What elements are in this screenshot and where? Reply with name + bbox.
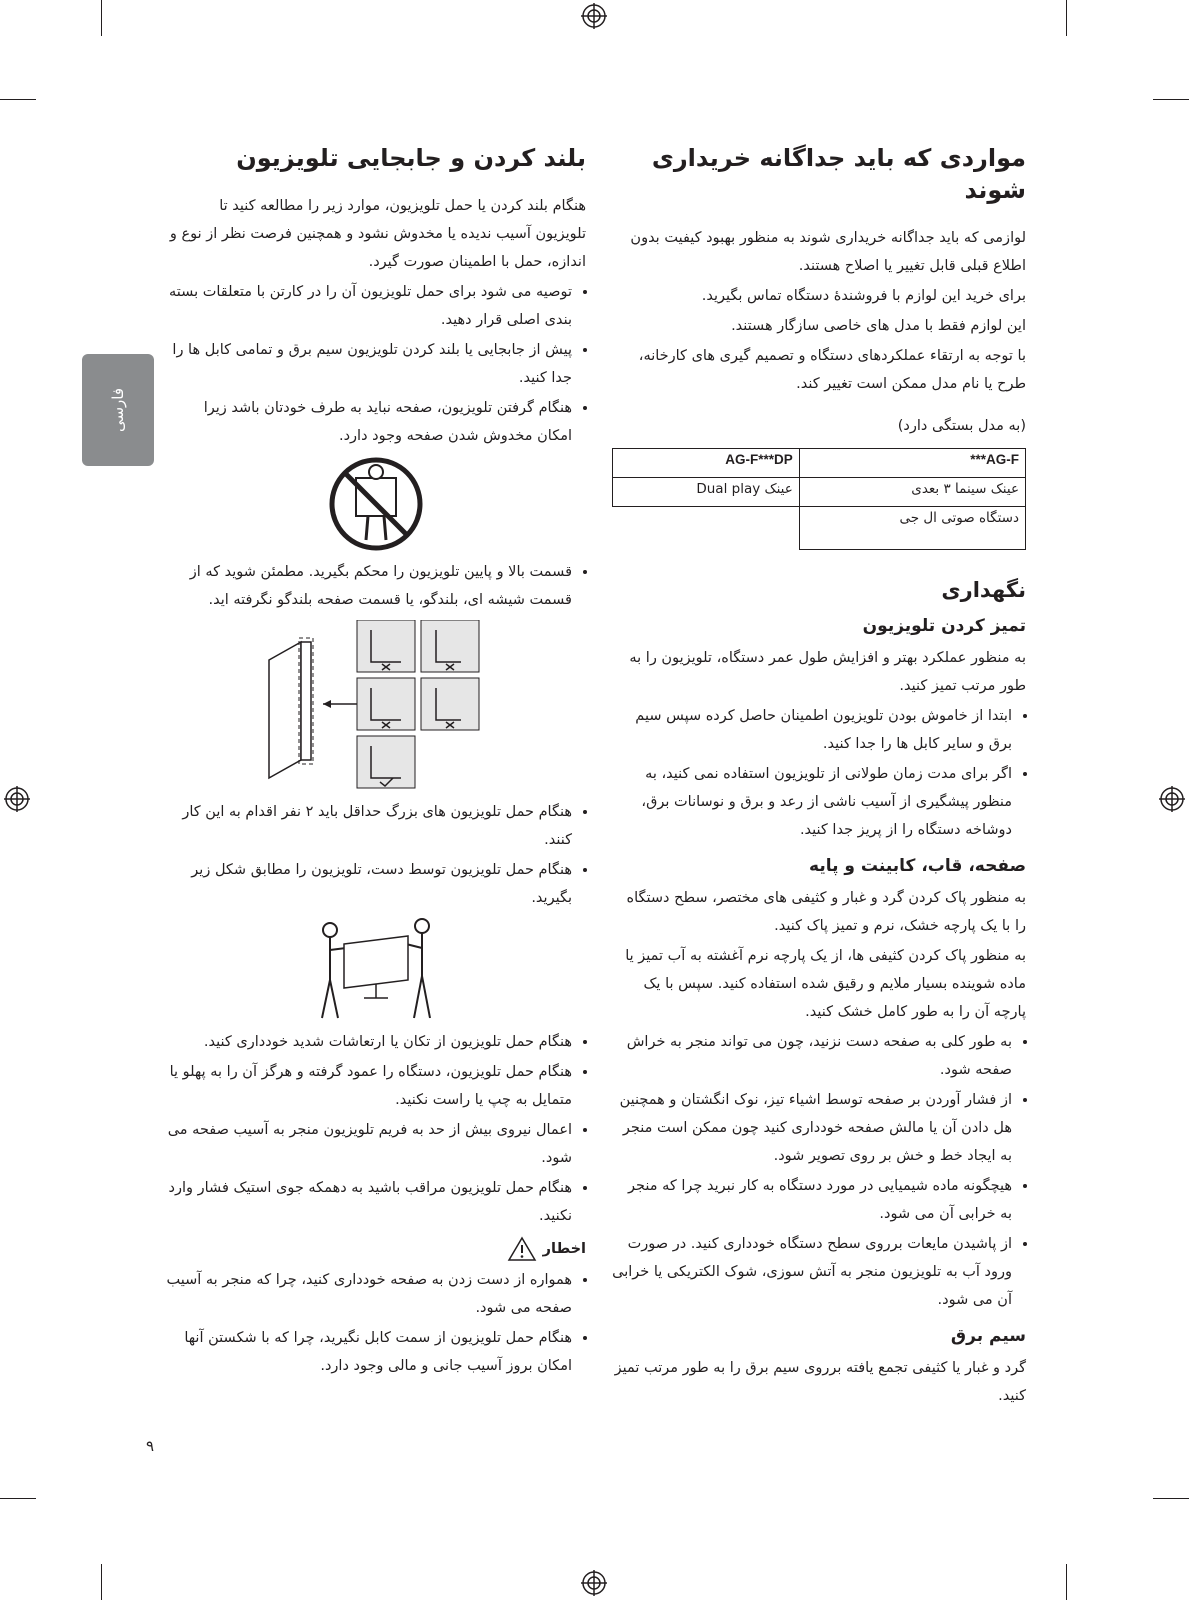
table-cell: عینک Dual play bbox=[613, 478, 800, 507]
language-side-tab bbox=[82, 354, 154, 466]
crop-mark bbox=[101, 1564, 102, 1600]
crop-mark bbox=[1066, 0, 1067, 36]
list-item: • توصیه می شود برای حمل تلویزیون آن را در کارتن با متعلقات بسته بندی اصلی قرار دهید. bbox=[166, 278, 572, 334]
list-item: • هنگام حمل تلویزیون، دستگاه را عمود گرفته و هرگز آن را به پهلو یا متمایل به چپ یا راست نکنید. bbox=[166, 1058, 572, 1114]
screen-paragraph: به منظور پاک کردن کثیفی ها، از یک پارچه نرم آغشته به آب تمیز یا ماده شوینده بسیار ملایم و رقیق شده استفاده کنید. سپس با یک پارچه آن را به طور کامل خشک کنید. bbox=[625, 948, 1026, 1020]
list-item: • ابتدا از خاموش بودن تلویزیون اطمینان حاصل کرده سپس سیم برق و سایر کابل ها را جدا کنید. bbox=[612, 702, 1012, 758]
list-item: • پیش از جابجایی یا بلند کردن تلویزیون سیم برق و تمامی کابل ها را جدا کنید. bbox=[166, 336, 572, 392]
crop-mark bbox=[0, 99, 36, 100]
list-item: • اگر برای مدت زمان طولانی از تلویزیون استفاده نمی کنید، به منظور پیشگیری از آسیب ناشی از رعد و برق و نوسانات برق، دوشاخه دستگاه را از پریز جدا کنید. bbox=[612, 760, 1012, 844]
cleaning-tv-list bbox=[612, 702, 1026, 844]
no-screen-facing-illustration bbox=[328, 456, 424, 552]
registration-mark-icon bbox=[1159, 786, 1185, 812]
right-column bbox=[612, 142, 1026, 1412]
table-cell-empty bbox=[613, 507, 800, 550]
list-item: • اعمال نیروی بیش از حد به فریم تلویزیون منجر به آسیب صفحه می شود. bbox=[166, 1116, 572, 1172]
intro-paragraph: لوازمی که باید جداگانه خریداری شوند به منظور بهبود کیفیت بدون اطلاع قبلی قابل تغییر یا اصلاح هستند. bbox=[630, 230, 1026, 274]
screen-list bbox=[612, 1028, 1026, 1314]
lifting-list-b bbox=[166, 558, 586, 614]
crop-mark bbox=[1066, 1564, 1067, 1600]
optional-accessories-title: مواردی که باید جداگانه خریداری شوند bbox=[651, 144, 1026, 204]
table-header: AG-F*** bbox=[799, 449, 1025, 478]
lifting-moving-title: بلند کردن و جابجایی تلویزیون bbox=[236, 144, 586, 172]
intro-paragraph: با توجه به ارتقاء عملکردهای دستگاه و تصمیم گیری های کارخانه، طرح یا نام مدل ممکن است تغییر کند. bbox=[638, 348, 1026, 392]
list-item: • هیچگونه ماده شیمیایی در مورد دستگاه به کار نبرید چرا که منجر به خرابی آن می شود. bbox=[612, 1172, 1012, 1228]
left-column bbox=[166, 142, 586, 1382]
accessories-table bbox=[612, 448, 1026, 550]
list-item: • هنگام حمل تلویزیون از تکان یا ارتعاشات شدید خودداری کنید. bbox=[166, 1028, 572, 1056]
registration-mark-icon bbox=[4, 786, 30, 812]
list-item: • هنگام گرفتن تلویزیون، صفحه نباید به طرف خودتان باشد زیرا امکان مخدوش شدن صفحه وجود دارد. bbox=[166, 394, 572, 450]
crop-mark bbox=[0, 1498, 36, 1499]
list-item: • از فشار آوردن بر صفحه توسط اشیاء تیز، نوک انگشتان و همچنین هل دادن آن یا مالش صفحه خودداری کنید چون ممکن است منجر به ایجاد خط و خش بر روی تصویر شود. bbox=[612, 1086, 1012, 1170]
cleaning-tv-title: تمیز کردن تلویزیون bbox=[862, 616, 1026, 636]
caution-heading bbox=[166, 1236, 586, 1262]
table-cell: عینک سینما ۳ بعدی bbox=[799, 478, 1025, 507]
list-item: • هنگام حمل تلویزیون های بزرگ حداقل باید ۲ نفر اقدام به این کار کنند. bbox=[166, 798, 572, 854]
list-item: • به طور کلی به صفحه دست نزنید، چون می تواند منجر به خراش صفحه شود. bbox=[612, 1028, 1012, 1084]
two-person-carry-illustration bbox=[316, 918, 436, 1022]
power-cord-paragraph: گرد و غبار یا کثیفی تجمع یافته برروی سیم برق را به طور مرتب تمیز کنید. bbox=[614, 1360, 1026, 1404]
intro-paragraph: برای خرید این لوازم با فروشندهٔ دستگاه تماس بگیرید. bbox=[701, 288, 1026, 304]
crop-mark bbox=[1153, 1498, 1189, 1499]
table-cell: دستگاه صوتی ال جی bbox=[799, 507, 1025, 550]
maintenance-title: نگهداری bbox=[941, 578, 1026, 602]
screen-frame-title: صفحه، قاب، کابینت و پایه bbox=[809, 856, 1026, 876]
warning-triangle-icon bbox=[507, 1236, 537, 1262]
list-item: • قسمت بالا و پایین تلویزیون را محکم بگیرید. مطمئن شوید که از قسمت شیشه ای، بلندگو، یا قسمت صفحه بلندگو نگرفته اید. bbox=[166, 558, 572, 614]
caution-label: اخطار bbox=[542, 1241, 586, 1257]
list-item: • هنگام حمل تلویزیون از سمت کابل نگیرید، چرا که با شکستن آنها امکان بروز آسیب جانی و مالی وجود دارد. bbox=[166, 1324, 572, 1380]
language-label: فارسی bbox=[109, 387, 127, 433]
lifting-list-c bbox=[166, 1028, 586, 1230]
lifting-intro: هنگام بلند کردن یا حمل تلویزیون، موارد زیر را مطالعه کنید تا تلویزیون آسیب ندیده یا مخدوش نشود و همچنین فرصت نظر از نوع و اندازه، حمل با اطمینان صورت گیرد. bbox=[169, 198, 586, 270]
registration-mark-icon bbox=[581, 3, 607, 29]
grip-positions-illustration bbox=[261, 620, 491, 792]
registration-mark-icon bbox=[581, 1570, 607, 1596]
screen-paragraph: به منظور پاک کردن گرد و غبار و کثیفی های مختصر، سطح دستگاه را با یک پارچه خشک، نرم و تمیز پاک کنید. bbox=[626, 890, 1026, 934]
table-header: AG-F***DP bbox=[613, 449, 800, 478]
list-item: • از پاشیدن مایعات برروی سطح دستگاه خودداری کنید. در صورت ورود آب به تلویزیون منجر به آتش سوزی، شوک الکتریکی یا خرابی آن می شود. bbox=[612, 1230, 1012, 1314]
lifting-list-a bbox=[166, 278, 586, 450]
caution-list bbox=[166, 1266, 586, 1380]
list-item: • همواره از دست زدن به صفحه خودداری کنید، چرا که منجر به آسیب صفحه می شود. bbox=[166, 1266, 572, 1322]
page-number: ۹ bbox=[146, 1437, 155, 1455]
cleaning-tv-intro: به منظور عملکرد بهتر و افزایش طول عمر دستگاه، تلویزیون را به طور مرتب تمیز کنید. bbox=[629, 650, 1026, 694]
power-cord-title: سیم برق bbox=[950, 1326, 1026, 1346]
model-note: (به مدل بستگی دارد) bbox=[897, 418, 1026, 434]
lifting-list-b-continued bbox=[166, 798, 586, 912]
list-item: • هنگام حمل تلویزیون توسط دست، تلویزیون را مطابق شکل زیر بگیرید. bbox=[166, 856, 572, 912]
crop-mark bbox=[101, 0, 102, 36]
crop-mark bbox=[1153, 99, 1189, 100]
list-item: • هنگام حمل تلویزیون مراقب باشید به دهمکه جوی استیک فشار وارد نکنید. bbox=[166, 1174, 572, 1230]
intro-paragraph: این لوازم فقط با مدل های خاصی سازگار هستند. bbox=[731, 318, 1026, 334]
